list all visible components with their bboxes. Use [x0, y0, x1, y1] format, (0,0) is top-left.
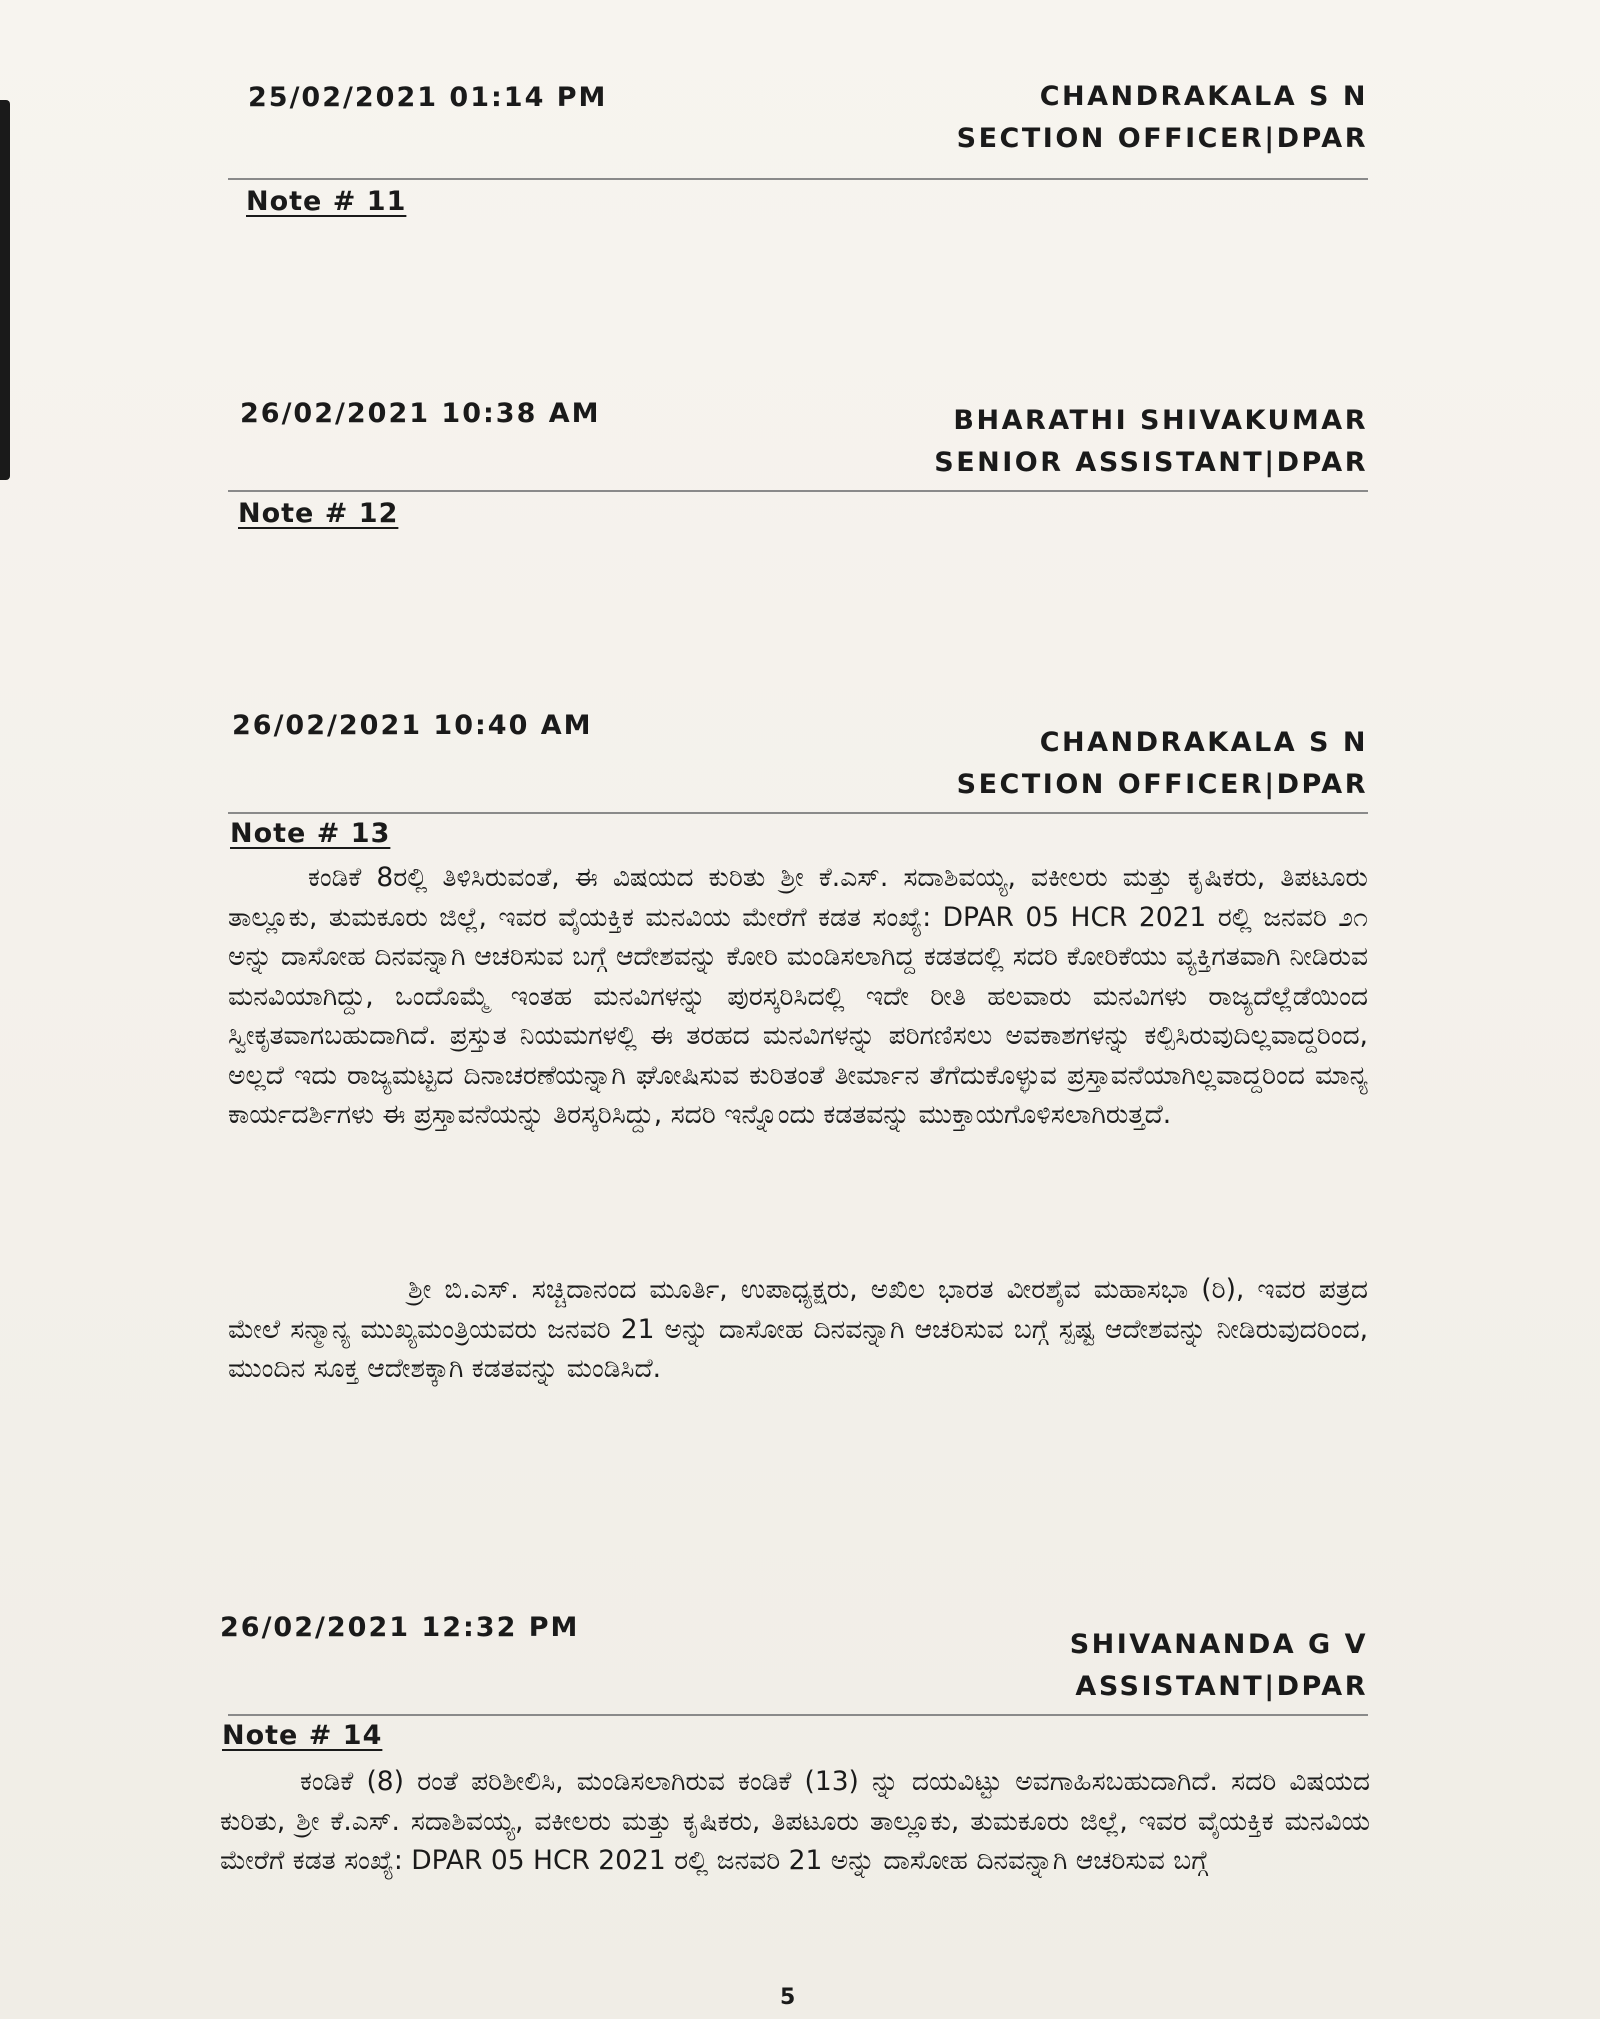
- officer-role: ASSISTANT|DPAR: [1075, 1671, 1368, 1702]
- officer-role: SECTION OFFICER|DPAR: [956, 769, 1368, 800]
- officer-name: BHARATHI SHIVAKUMAR: [953, 405, 1368, 436]
- officer-block: [1070, 1624, 1368, 1708]
- note-timestamp: 25/02/2021 01:14 PM: [248, 82, 608, 113]
- note-entry-14: [220, 1612, 1370, 1952]
- officer-role: SECTION OFFICER|DPAR: [956, 123, 1368, 154]
- officer-role: SENIOR ASSISTANT|DPAR: [934, 447, 1368, 478]
- note-title: Note # 12: [238, 498, 399, 529]
- divider-rule: [228, 178, 1368, 180]
- note-title: Note # 14: [222, 1720, 383, 1751]
- note-paragraph: ಶ್ರೀ ಬಿ.ಎಸ್. ಸಚ್ಚಿದಾನಂದ ಮೂರ್ತಿ, ಉಪಾಧ್ಯಕ್ಷರು, ಅಖಿಲ ಭಾರತ ವೀರಶೈವ ಮಹಾಸಭಾ (ರಿ), ಇವರ ಪತ್ರದ ಮೇಲೆ ಸನ್ಮಾನ್ಯ ಮುಖ್ಯಮಂತ್ರಿಯವರು ಜನವರಿ 21 ಅನ್ನು ದಾಸೋಹ ದಿನವನ್ನಾಗಿ ಆಚರಿಸುವ ಬಗ್ಗೆ ಸ್ಪಷ್ಟ ಆದೇಶವನ್ನು ನೀಡಿರುವುದರಿಂದ, ಮುಂದಿನ ಸೂಕ್ತ ಆದೇಶಕ್ಕಾಗಿ ಕಡತವನ್ನು ಮಂಡಿಸಿದೆ.: [228, 1274, 1368, 1384]
- note-timestamp: 26/02/2021 10:40 AM: [232, 710, 593, 741]
- divider-rule: [228, 1714, 1368, 1716]
- officer-name: CHANDRAKALA S N: [1039, 81, 1368, 112]
- note-paragraph: ಕಂಡಿಕೆ (8) ರಂತೆ ಪರಿಶೀಲಿಸಿ, ಮಂಡಿಸಲಾಗಿರುವ ಕಂಡಿಕೆ (13) ನ್ನು ದಯವಿಟ್ಟು ಅವಗಾಹಿಸಬಹುದಾಗಿದೆ. ಸದರಿ ವಿಷಯದ ಕುರಿತು, ಶ್ರೀ ಕೆ.ಎಸ್. ಸದಾಶಿವಯ್ಯ, ವಕೀಲರು ಮತ್ತು ಕೃಷಿಕರು, ತಿಪಟೂರು ತಾಲ್ಲೂಕು, ತುಮಕೂರು ಜಿಲ್ಲೆ, ಇವರ ವೈಯಕ್ತಿಕ ಮನವಿಯ ಮೇರೆಗೆ ಕಡತ ಸಂಖ್ಯೆ: DPAR 05 HCR 2021 ರಲ್ಲಿ ಜನವರಿ 21 ಅನ್ನು ದಾಸೋಹ ದಿನವನ್ನಾಗಿ ಆಚರಿಸುವ ಬಗ್ಗೆ: [220, 1766, 1370, 1876]
- officer-block: [934, 400, 1368, 484]
- note-title: Note # 13: [230, 818, 391, 849]
- note-timestamp: 26/02/2021 12:32 PM: [220, 1612, 580, 1643]
- note-entry-13: [228, 710, 1368, 1430]
- note-paragraph: ಕಂಡಿಕೆ 8ರಲ್ಲಿ ತಿಳಿಸಿರುವಂತೆ, ಈ ವಿಷಯದ ಕುರಿತು ಶ್ರೀ ಕೆ.ಎಸ್. ಸದಾಶಿವಯ್ಯ, ವಕೀಲರು ಮತ್ತು ಕೃಷಿಕರು, ತಿಪಟೂರು ತಾಲ್ಲೂಕು, ತುಮಕೂರು ಜಿಲ್ಲೆ, ಇವರ ವೈಯಕ್ತಿಕ ಮನವಿಯ ಮೇರೆಗೆ ಕಡತ ಸಂಖ್ಯೆ: DPAR 05 HCR 2021 ರಲ್ಲಿ ಜನವರಿ ೨೧ ಅನ್ನು ದಾಸೋಹ ದಿನವನ್ನಾಗಿ ಆಚರಿಸುವ ಬಗ್ಗೆ ಆದೇಶವನ್ನು ಕೋರಿ ಮಂಡಿಸಲಾಗಿದ್ದ ಕಡತದಲ್ಲಿ ಸದರಿ ಕೋರಿಕೆಯು ವ್ಯಕ್ತಿಗತವಾಗಿ ನೀಡಿರುವ ಮನವಿಯಾಗಿದ್ದು, ಒಂದೊಮ್ಮೆ ಇಂತಹ ಮನವಿಗಳನ್ನು ಪುರಸ್ಕರಿಸಿದಲ್ಲಿ ಇದೇ ರೀತಿ ಹಲವಾರು ಮನವಿಗಳು ರಾಜ್ಯದೆಲ್ಲೆಡೆಯಿಂದ ಸ್ವೀಕೃತವಾಗಬಹುದಾಗಿದೆ. ಪ್ರಸ್ತುತ ನಿಯಮಗಳಲ್ಲಿ ಈ ತರಹದ ಮನವಿಗಳನ್ನು ಪರಿಗಣಿಸಲು ಅವಕಾಶಗಳನ್ನು ಕಲ್ಪಿಸಿರುವುದಿಲ್ಲವಾದ್ದರಿಂದ, ಅಲ್ಲದೆ ಇದು ರಾಜ್ಯಮಟ್ಟದ ದಿನಾಚರಣೆಯನ್ನಾಗಿ ಘೋಷಿಸುವ ಕುರಿತಂತೆ ತೀರ್ಮಾನ ತೆಗೆದುಕೊಳ್ಳುವ ಪ್ರಸ್ತಾವನೆಯಾಗಿಲ್ಲವಾದ್ದರಿಂದ ಮಾನ್ಯ ಕಾರ್ಯದರ್ಶಿಗಳು ಈ ಪ್ರಸ್ತಾವನೆಯನ್ನು ತಿರಸ್ಕರಿಸಿದ್ದು, ಸದರಿ ಇನ್ನೊಂದು ಕಡತವನ್ನು ಮುಕ್ತಾಯಗೊಳಿಸಲಾಗಿರುತ್ತದೆ.: [228, 862, 1368, 1130]
- page-edge-shadow: [0, 100, 10, 480]
- divider-rule: [228, 812, 1368, 814]
- note-timestamp: 26/02/2021 10:38 AM: [240, 398, 601, 429]
- note-title: Note # 11: [246, 186, 407, 217]
- officer-block: [957, 722, 1368, 806]
- note-entry-11: [228, 82, 1368, 222]
- page-number: 5: [780, 1985, 796, 2010]
- officer-name: SHIVANANDA G V: [1069, 1629, 1368, 1660]
- divider-rule: [228, 490, 1368, 492]
- note-entry-12: [228, 398, 1368, 538]
- officer-block: [957, 76, 1368, 160]
- officer-name: CHANDRAKALA S N: [1039, 727, 1368, 758]
